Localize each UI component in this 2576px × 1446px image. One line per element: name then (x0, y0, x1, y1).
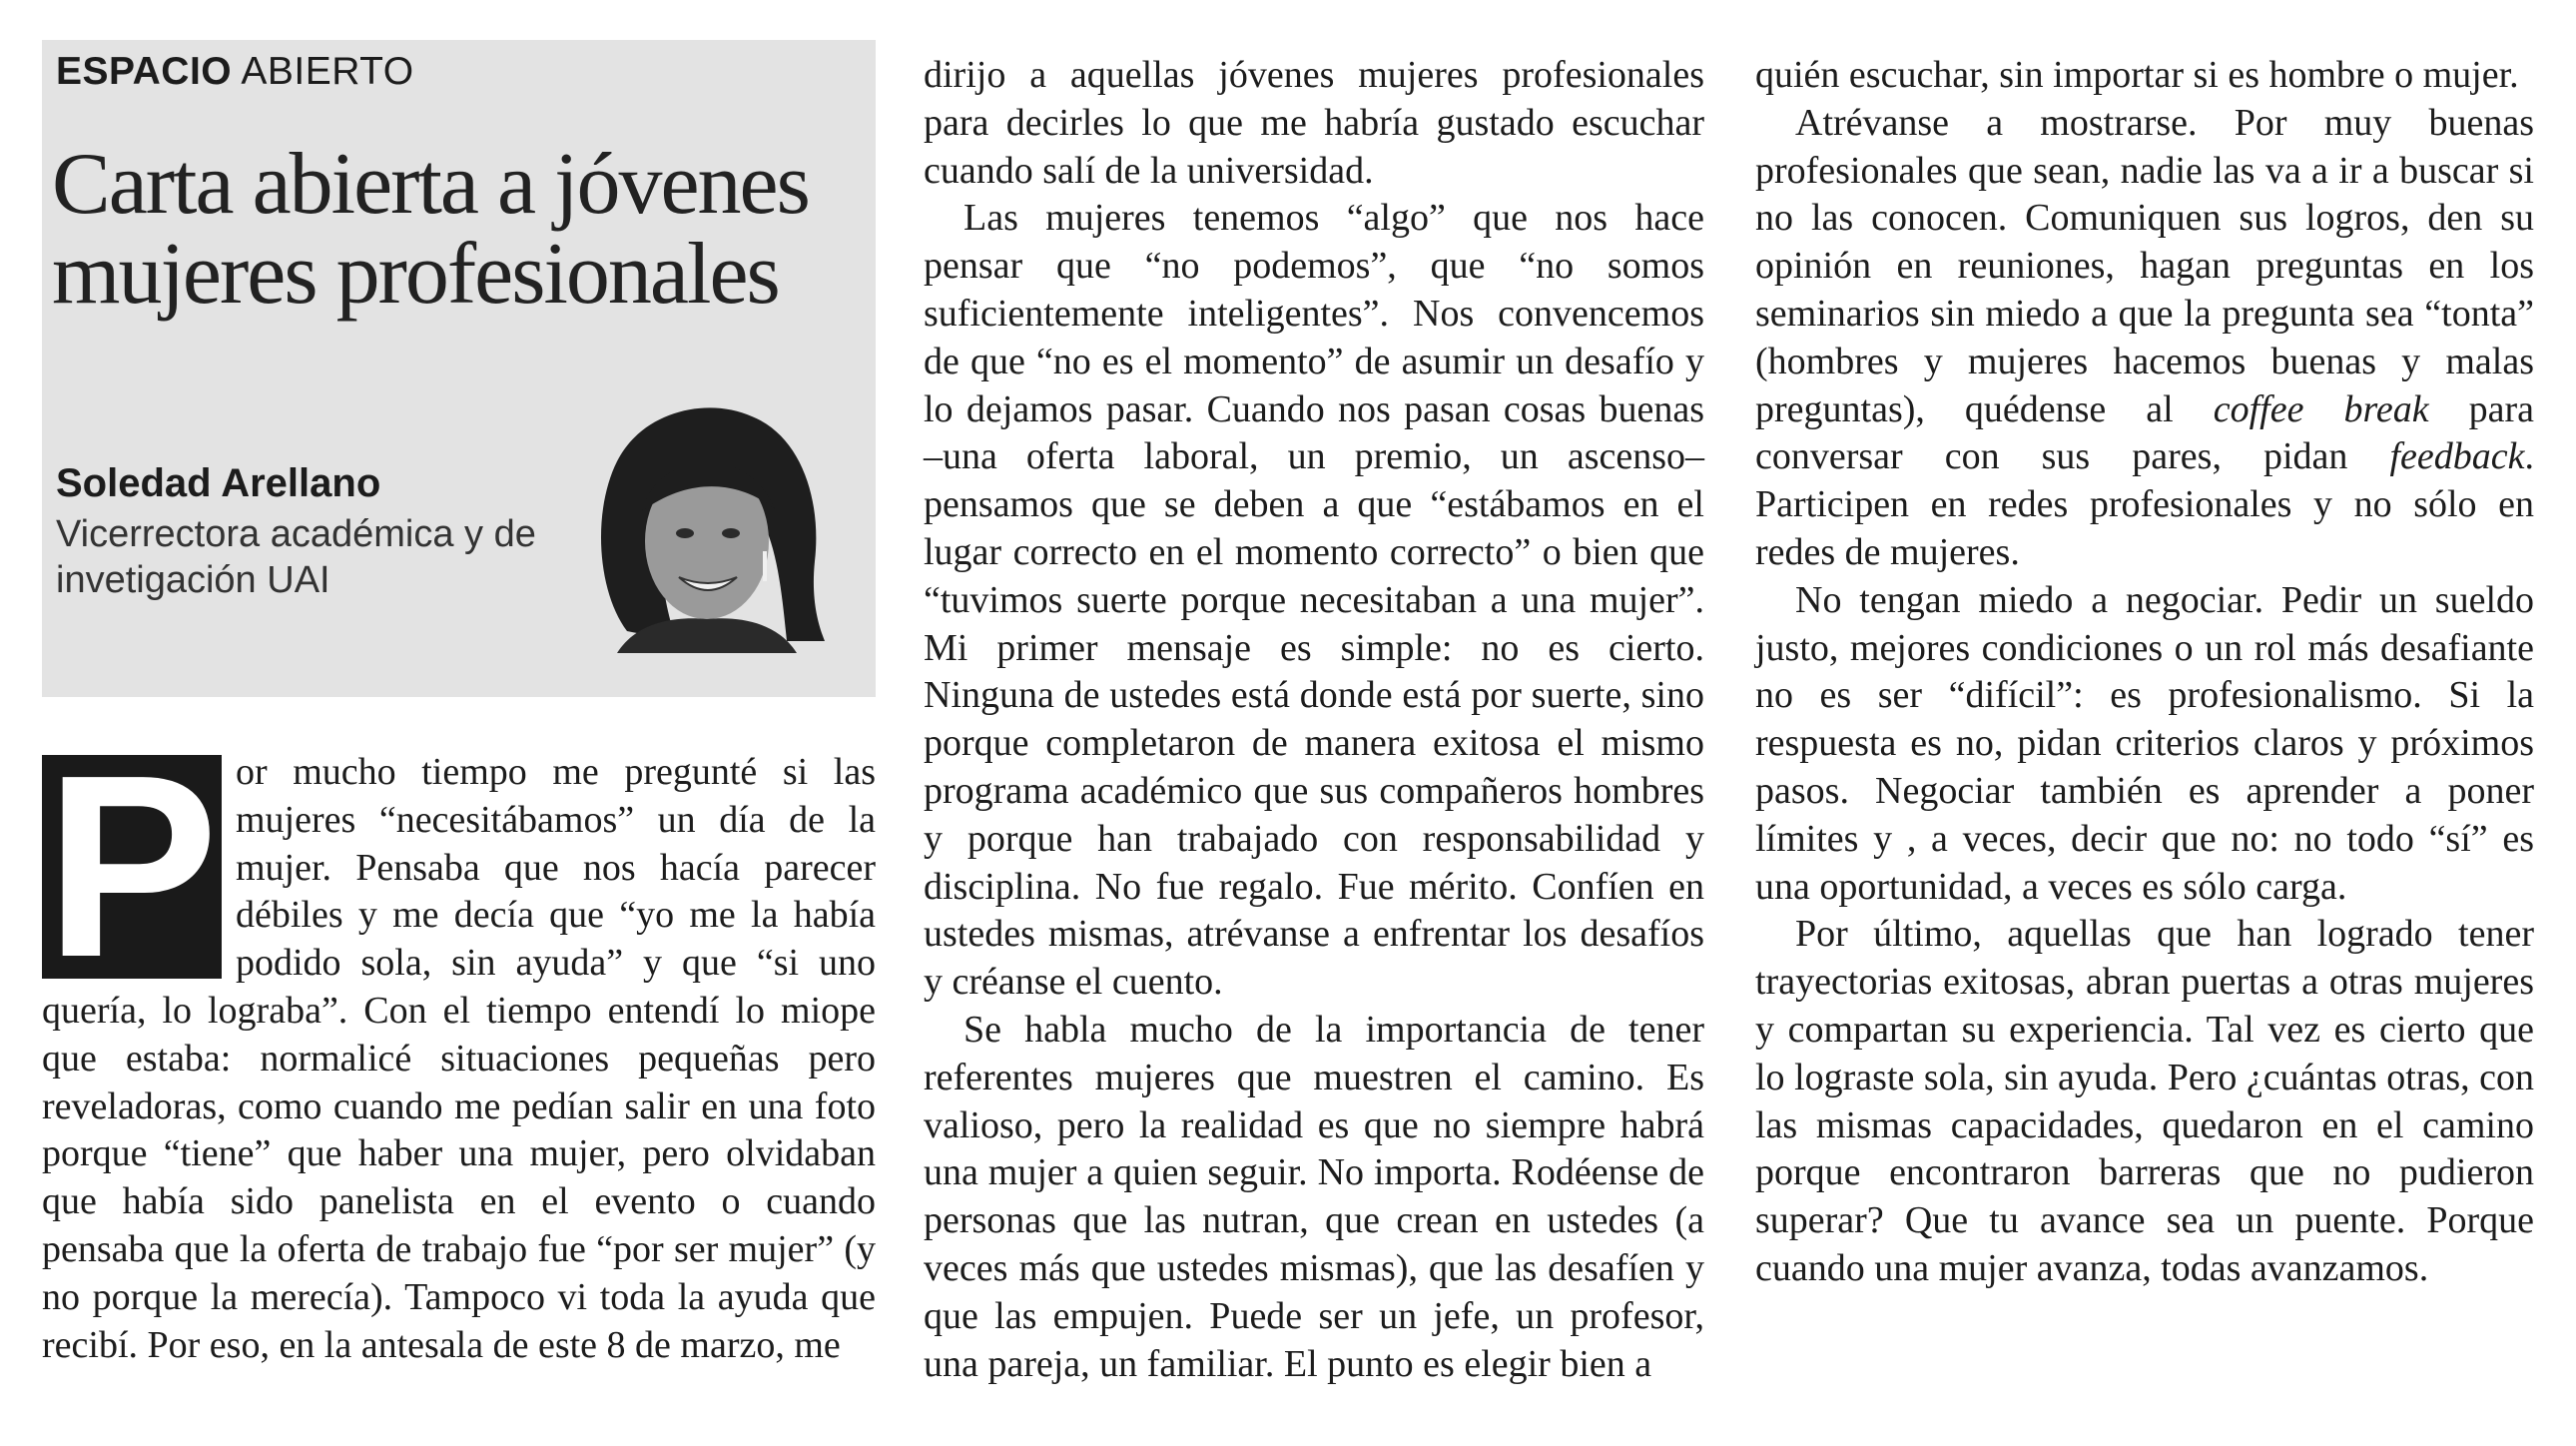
italic-term: feedback (2389, 435, 2525, 478)
article-paragraph (1755, 100, 2534, 577)
article-paragraph: No tengan miedo a negociar. Pedir un sueldo justo, mejores condiciones o un rol más desafiante no es ser “difícil”: es profesionalismo. Si la respuesta es no, pidan criterios claros y próximos pasos. Negociar también es aprender a poner límites y , a veces, decir que no: no todo “sí” es una oportunidad, a veces es sólo carga. (1755, 578, 2534, 908)
article-title: Carta abierta a jóvenes mujeres profesionales (52, 136, 809, 323)
section-label-bold: ESPACIO (56, 50, 233, 93)
article-paragraph-continued: quién escuchar, sin importar si es hombre o mujer. (1755, 54, 2519, 96)
article-column-3 (1755, 52, 2534, 1293)
article-paragraph: Se habla mucho de la importancia de tener referentes mujeres que muestren el camino. Es valioso, pero la realidad es que no siempre habrá una mujer a quien seguir. No importa. Rodéense de personas que las nutran, que crean en ustedes (a veces más que ustedes mismas), que las desafíen y que las empujen. Puede ser un jefe, un profesor, una pareja, un familiar. El punto es elegir bien a (924, 1008, 1704, 1385)
drop-cap: P (42, 755, 222, 979)
section-label-rest: ABIERTO (241, 50, 414, 93)
article-paragraph-continued: dirijo a aquellas jóvenes mujeres profesionales para decirles lo que me habría gustado escuchar cuando salí de la universidad. (924, 54, 1704, 192)
article-paragraph: Las mujeres tenemos “algo” que nos hace pensar que “no podemos”, que “no somos suficientemente inteligentes”. Nos convencemos de que “no es el momento” de asumir un desafío y lo dejamos pasar. Cuando nos pasan cosas buenas –una oferta laboral, un premio, un ascenso– pensamos que se deben a que “estábamos en el lugar correcto en el momento correcto” o bien que “tuvimos suerte porque necesitaban a una mujer”. Mi primer mensaje es simple: no es cierto. Ninguna de ustedes está donde está por suerte, sino porque completaron de manera exitosa el mismo programa académico que sus compañeros hombres y porque han trabajado con responsabilidad y disciplina. No fue regalo. Fue mérito. Confíen en ustedes mismas, atrévanse a enfrentar los desafíos y créanse el cuento. (924, 197, 1704, 1004)
author-role: Vicerrectora académica y de invetigación UAI (56, 513, 536, 601)
paragraph-text: para conversar con sus pares, pidan (1755, 387, 2534, 478)
italic-term: coffee break (2213, 387, 2429, 430)
article-paragraph: or mucho tiempo me pregunté si las mujeres “necesitábamos” un día de la mujer. Pensaba que nos hacía parecer débiles y me decía que “yo me la había podido sola, sin ayuda” y que “si uno quería, lo lograba”. Con el tiempo entendí lo miope que estaba: normalicé situaciones pequeñas pero reveladoras, como cuando me pedían salir en una foto porque “tiene” que haber una mujer, pero olvidaban que había sido panelista en el evento o cuando pensaba que la oferta de trabajo fue “por ser mujer” (y no porque la merecía). Tampoco vi toda la ayuda que recibí. Por eso, en la antesala de este 8 de marzo, me (42, 751, 876, 1366)
author-photo (587, 391, 827, 653)
paragraph-text: Atrévanse a mostrarse. Por muy buenas profesionales que sean, nadie las va a ir a buscar si no las conocen. Comuniquen sus logros, den su opinión en reuniones, hagan preguntas en los seminarios sin miedo a que la pregunta sea “tonta” (hombres y mujeres hacemos buenas y malas preguntas), quédense al (1755, 101, 2534, 430)
article-column-2 (924, 52, 1704, 1388)
section-label (56, 50, 414, 94)
article-column-1 (42, 749, 876, 1369)
author-name: Soledad Arellano (56, 461, 381, 505)
article-paragraph: Por último, aquellas que han logrado tener trayectorias exitosas, abran puertas a otras mujeres y compartan su experiencia. Tal vez es cierto que lo lograste sola, sin ayuda. Pero ¿cuántas otras, con las mismas capacidades, quedaron en el camino porque encontraron barreras que no pudieron superar? Que tu avance sea un puente. Porque cuando una mujer avanza, todas avanzamos. (1755, 913, 2534, 1289)
paragraph-text: . Participen en redes profesionales y no sólo en redes de mujeres. (1755, 435, 2534, 573)
